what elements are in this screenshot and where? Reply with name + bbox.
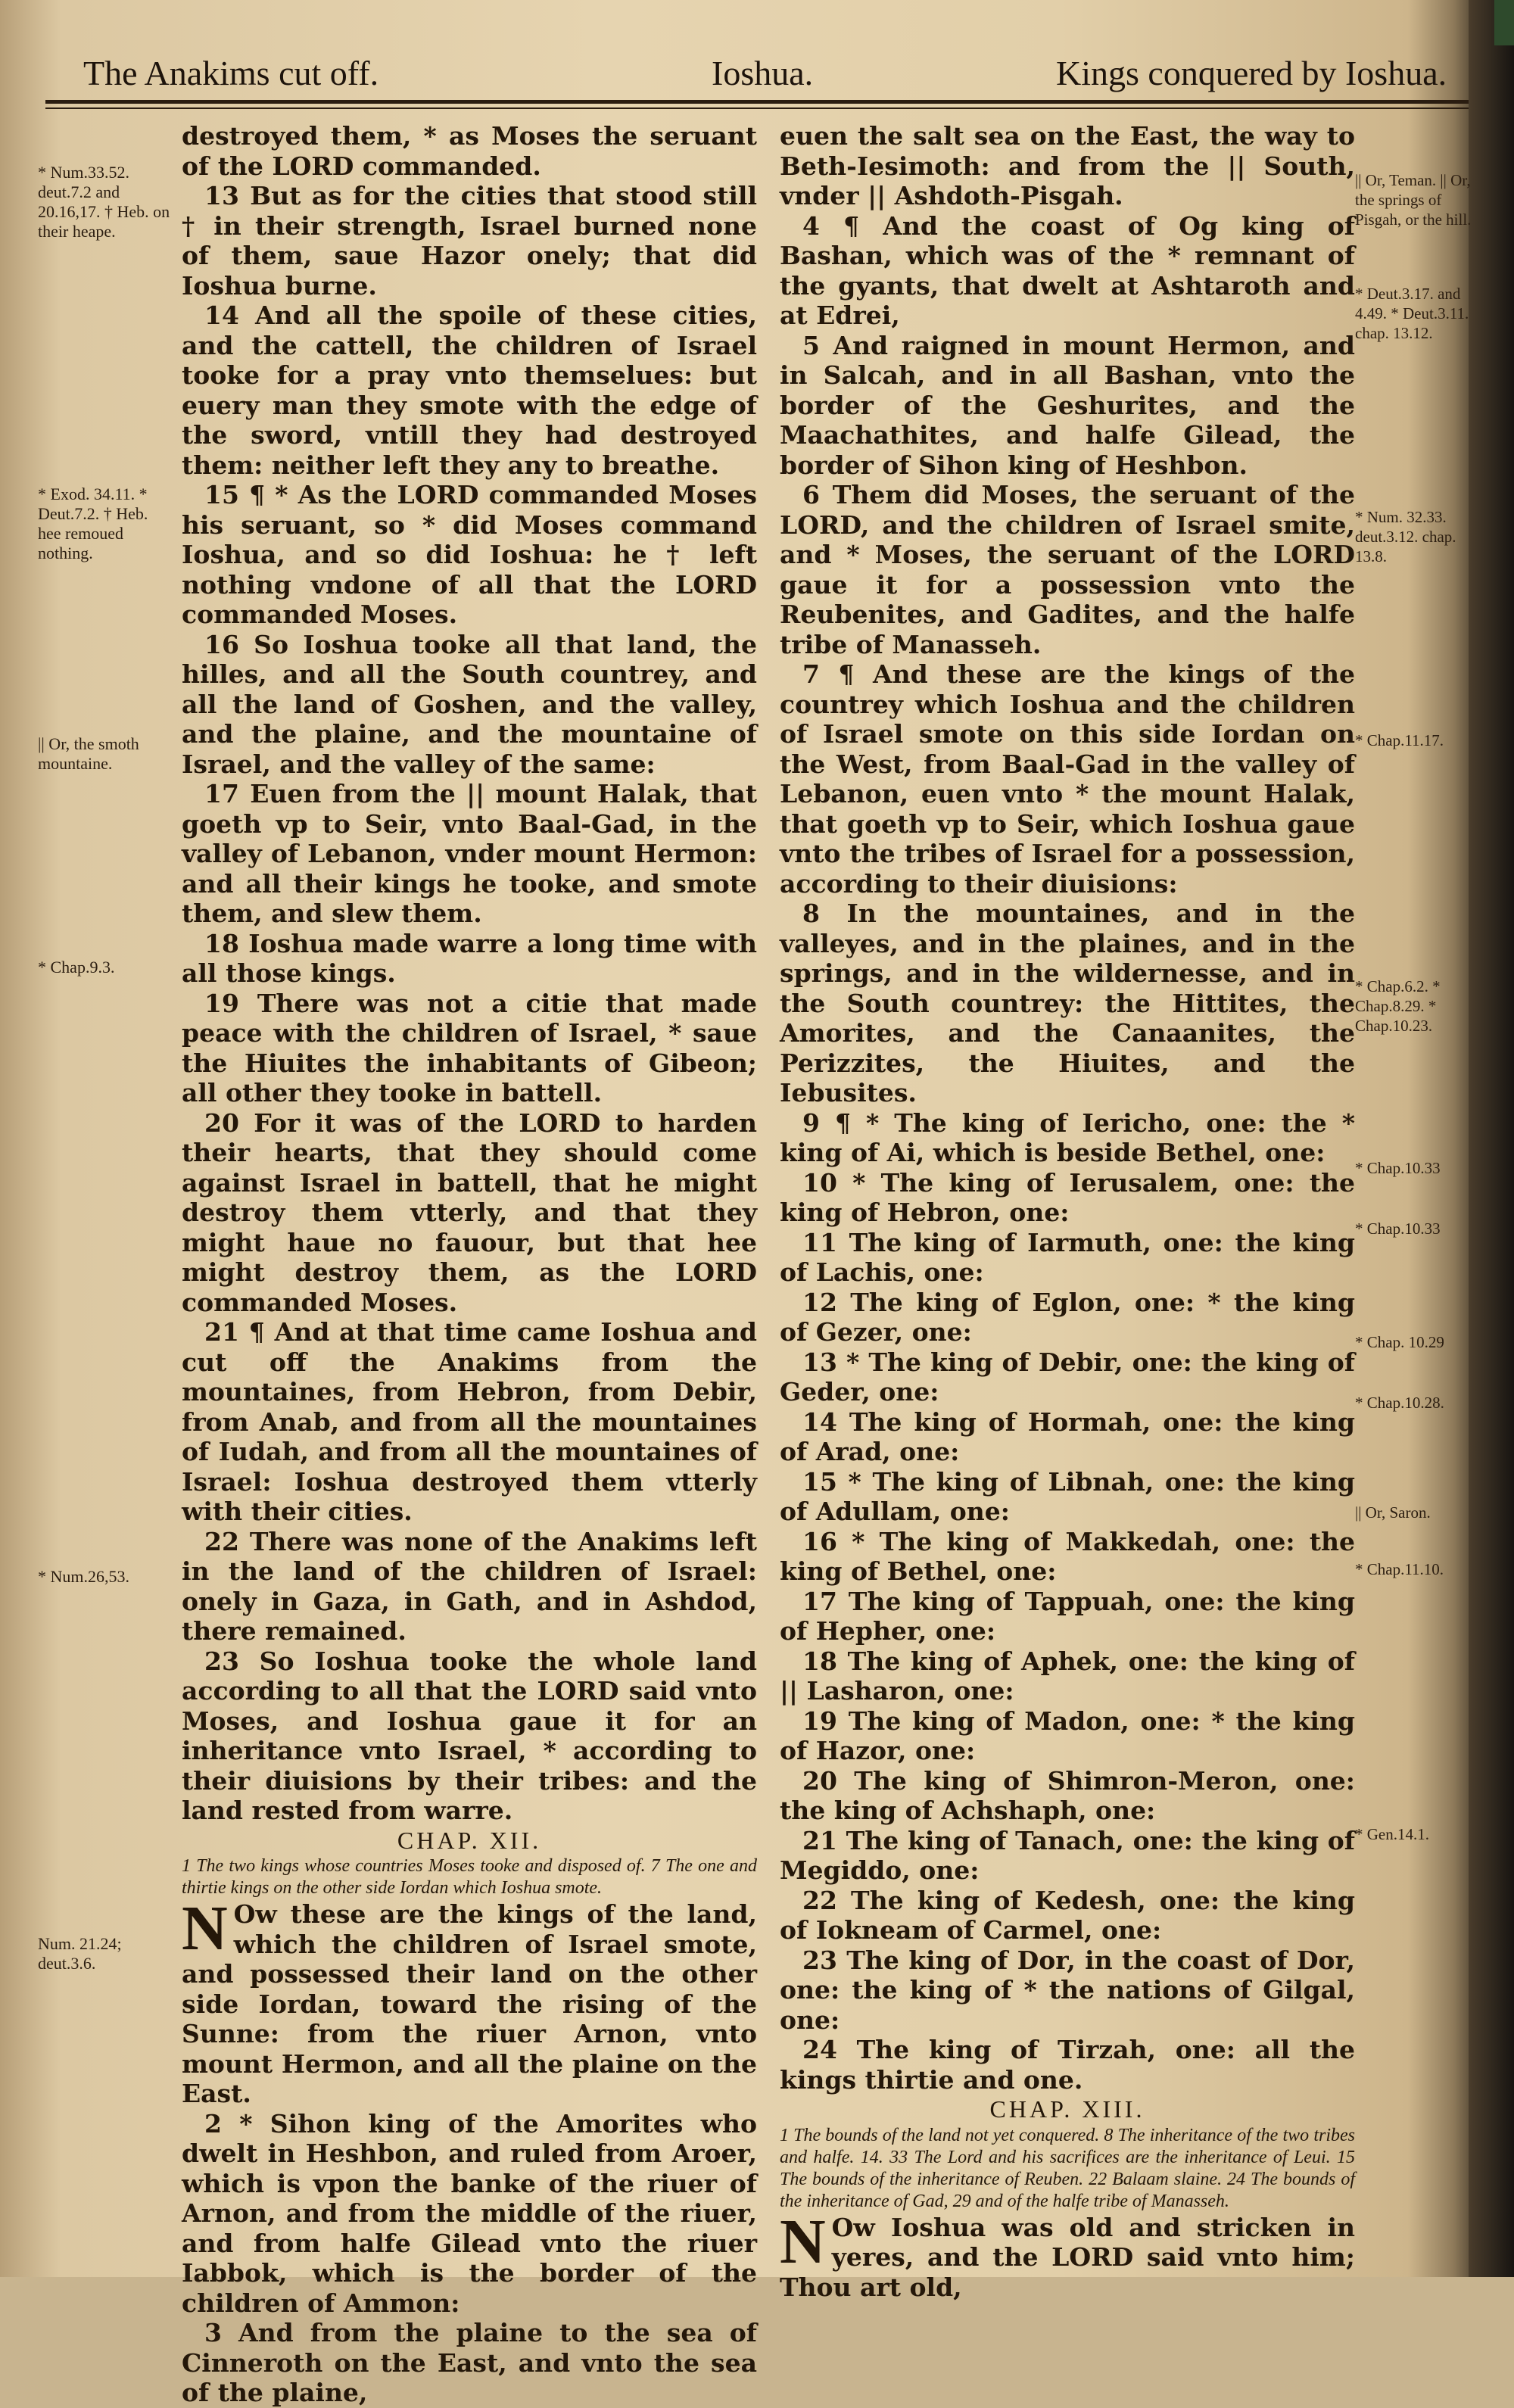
verse: 8 In the mountaines, and in the valleyes, and in the plaines, and in the springs, and in the wildernesse, and in the South countrey: the Hittites, the Amorites, and the Canaanites, the Perizzites, the Hiuites, and the Iebusites.: [780, 899, 1355, 1107]
margin-note: * Chap.11.10.: [1355, 1560, 1444, 1578]
margin-note: * Deut.3.17. and 4.49. * Deut.3.11. chap. 13.12.: [1355, 285, 1469, 342]
margin-note: || Or, Saron.: [1355, 1503, 1431, 1522]
chapter-heading: CHAP. XII.: [397, 1826, 542, 1854]
verse: destroyed them, * as Moses the seruant of the LORD commanded.: [182, 121, 757, 181]
margin-note: * Chap.10.33: [1355, 1220, 1441, 1238]
verse: 15 * The king of Libnah, one: the king of Adullam, one:: [780, 1466, 1355, 1526]
verse: 16 So Ioshua tooke all that land, the hilles, and all the South countrey, and all the land of Goshen, and the valley, and the plaine, and the mountaine of Israel, and the valley of the same:: [182, 629, 757, 779]
verse: 10 * The king of Ierusalem, one: the king of Hebron, one:: [780, 1167, 1355, 1227]
verse: 21 The king of Tanach, one: the king of Megiddo, one:: [780, 1825, 1355, 1885]
margin-note: * Chap. 10.29: [1355, 1333, 1444, 1351]
verse: 16 * The king of Makkedah, one: the king of Bethel, one:: [780, 1526, 1355, 1586]
margin-note: Num. 21.24; deut.3.6.: [38, 1934, 122, 1973]
margin-note: * Chap.11.17.: [1355, 731, 1444, 749]
running-header-right: Kings conquered by Ioshua.: [1056, 54, 1447, 92]
verse: 13 But as for the cities that stood still † in their strength, Israel burned none of them, saue Hazor onely; that did Ioshua burne.: [182, 181, 757, 301]
cover-edge: [1494, 0, 1514, 45]
header-rule-thin: [45, 107, 1469, 109]
verse: 13 * The king of Debir, one: the king of Geder, one:: [780, 1347, 1355, 1406]
opening-text: Ow these are the kings of the land, which the children of Israel smote, and possessed their land on the other side Iordan, toward the rising of the Sunne: from the riuer Arnon, vnto mount Hermon, and all the plaine on the East.: [182, 1899, 757, 2108]
verse: 18 The king of Aphek, one: the king of || Lasharon, one:: [780, 1646, 1355, 1706]
verse: euen the salt sea on the East, the way to Beth-Iesimoth: and from the || South, vnder || Ashdoth-Pisgah.: [780, 121, 1355, 210]
margin-note: * Exod. 34.11. * Deut.7.2. † Heb. hee remoued nothing.: [38, 484, 148, 562]
chapter-opening: [182, 1893, 757, 2109]
verse: 17 Euen from the || mount Halak, that goeth vp to Seir, vnto Baal-Gad, in the valley of Lebanon, vnder mount Hermon: and all their kings he tooke, and smote them, and slew them.: [182, 779, 757, 928]
opening-text: Ow Ioshua was old and stricken in yeres, and the LORD said vnto him; Thou art old,: [780, 2212, 1355, 2302]
margin-note: * Gen.14.1.: [1355, 1825, 1429, 1843]
verse: 5 And raigned in mount Hermon, and in Salcah, and in all Bashan, vnto the border of the Geshurites, and the Maachathites, and halfe Gilead, the border of Sihon king of Heshbon.: [780, 330, 1355, 480]
verse: 18 Ioshua made warre a long time with all those kings.: [182, 928, 757, 988]
verse: 22 There was none of the Anakims left in the land of the children of Israel: onely in Gaza, in Gath, and in Ashdod, there remained.: [182, 1526, 757, 1646]
header-rule: [45, 100, 1469, 104]
running-header-center: Ioshua.: [712, 54, 814, 92]
verse: 23 The king of Dor, in the coast of Dor, one: the king of * the nations of Gilgal, one:: [780, 1945, 1355, 2035]
text-column-left: [182, 121, 757, 2408]
chapter-heading: CHAP. XIII.: [989, 2095, 1145, 2123]
verse: 20 The king of Shimron-Meron, one: the king of Achshaph, one:: [780, 1765, 1355, 1825]
verse: 22 The king of Kedesh, one: the king of Iokneam of Carmel, one:: [780, 1885, 1355, 1945]
chapter-summary: 1 The two kings whose countries Moses tooke and disposed of. 7 The one and thirtie kings on the other side Iordan which Ioshua smote.: [182, 1856, 757, 1898]
margin-note: || Or, the smoth mountaine.: [38, 734, 139, 773]
margin-note: * Chap.10.28.: [1355, 1394, 1444, 1412]
margin-note: || Or, Teman. || Or, the springs of Pisgah, or the hill.: [1355, 171, 1472, 229]
verse: 20 For it was of the LORD to harden their hearts, that they should come against Israel in battell, that he might destroy them vtterly, and that they might haue no fauour, but that hee might destroy them, as the LORD commanded Moses.: [182, 1107, 757, 1317]
margin-note: * Num.33.52. deut.7.2 and 20.16,17. † Heb. on their heape.: [38, 163, 170, 241]
verse: 21 ¶ And at that time came Ioshua and cut off the Anakims from the mountaines, from Hebron, from Debir, from Anab, and from all the mountaines of Iudah, and from all the mountaines of Israel: Ioshua destroyed them vtterly with their cities.: [182, 1317, 757, 1526]
verse: 2 * Sihon king of the Amorites who dwelt in Heshbon, and ruled from Aroer, which is vpon the banke of the riuer of Arnon, and from the middle of the riuer, and from halfe Gilead vnto the riuer Iabbok, which is the border of the children of Ammon:: [182, 2108, 757, 2318]
margin-note: * Chap.6.2. * Chap.8.29. * Chap.10.23.: [1355, 977, 1441, 1035]
verse: 15 ¶ * As the LORD commanded Moses his seruant, so * did Moses command Ioshua, and so did Ioshua: he † left nothing vndone of all that the LORD commanded Moses.: [182, 480, 757, 629]
chapter-opening: [780, 2206, 1355, 2303]
margin-note: * Num. 32.33. deut.3.12. chap. 13.8.: [1355, 508, 1456, 565]
verse: 9 ¶ * The king of Iericho, one: the * king of Ai, which is beside Bethel, one:: [780, 1107, 1355, 1167]
verse: 3 And from the plaine to the sea of Cinneroth on the East, and vnto the sea of the plaine,: [182, 2318, 757, 2407]
chapter-summary: 1 The bounds of the land not yet conquered. 8 The inheritance of the two tribes and halfe. 14. 33 The Lord and his sacrifices are the inheritance of Leui. 15 The bounds of the inheritance of Reuben. 22 Balaam slaine. 24 The bounds of the inheritance of Gad, 29 and of the halfe tribe of Manasseh.: [780, 2125, 1355, 2211]
verse: 14 The king of Hormah, one: the king of Arad, one:: [780, 1406, 1355, 1466]
verse: 24 The king of Tirzah, one: all the kings thirtie and one.: [780, 2035, 1355, 2095]
verse: 11 The king of Iarmuth, one: the king of Lachis, one:: [780, 1227, 1355, 1287]
running-header-left: The Anakims cut off.: [83, 54, 379, 92]
verse: 23 So Ioshua tooke the whole land according to all that the LORD said vnto Moses, and Ioshua gaue it for an inheritance vnto Israel, * according to their diuisions by their tribes: and the land rested from warre.: [182, 1646, 757, 1825]
verse: 19 The king of Madon, one: * the king of Hazor, one:: [780, 1706, 1355, 1765]
verse: 7 ¶ And these are the kings of the countrey which Ioshua and the children of Israel smote on this side Iordan on the West, from Baal-Gad in the valley of Lebanon, euen vnto * the mount Halak, that goeth vp to Seir, which Ioshua gaue vnto the tribes of Israel for a possession, according to their diuisions:: [780, 659, 1355, 899]
drop-cap: N: [780, 2206, 826, 2277]
drop-cap: N: [182, 1893, 228, 1964]
verse: 14 And all the spoile of these cities, and the cattell, the children of Israel tooke for a pray vnto themselues: but euery man they smote with the edge of the sword, vntill they had destroyed them: neither left they any to breathe.: [182, 301, 757, 480]
margin-note: * Chap.9.3.: [38, 958, 115, 977]
text-column-right: [780, 121, 1355, 2302]
verse: 12 The king of Eglon, one: * the king of Gezer, one:: [780, 1287, 1355, 1347]
verse: 19 There was not a citie that made peace with the children of Israel, * saue the Hiuites the inhabitants of Gibeon; all other they tooke in battell.: [182, 988, 757, 1107]
verse: 4 ¶ And the coast of Og king of Bashan, which was of the * remnant of the gyants, that dwelt at Ashtaroth and at Edrei,: [780, 210, 1355, 330]
margin-note: * Num.26,53.: [38, 1567, 129, 1586]
verse: 17 The king of Tappuah, one: the king of Hepher, one:: [780, 1586, 1355, 1646]
verse: 6 Them did Moses, the seruant of the LORD, and the children of Israel smite, and * Moses, the seruant of the LORD gaue it for a possession vnto the Reubenites, and Gadites, and the halfe tribe of Manasseh.: [780, 480, 1355, 659]
margin-note: * Chap.10.33: [1355, 1159, 1441, 1177]
